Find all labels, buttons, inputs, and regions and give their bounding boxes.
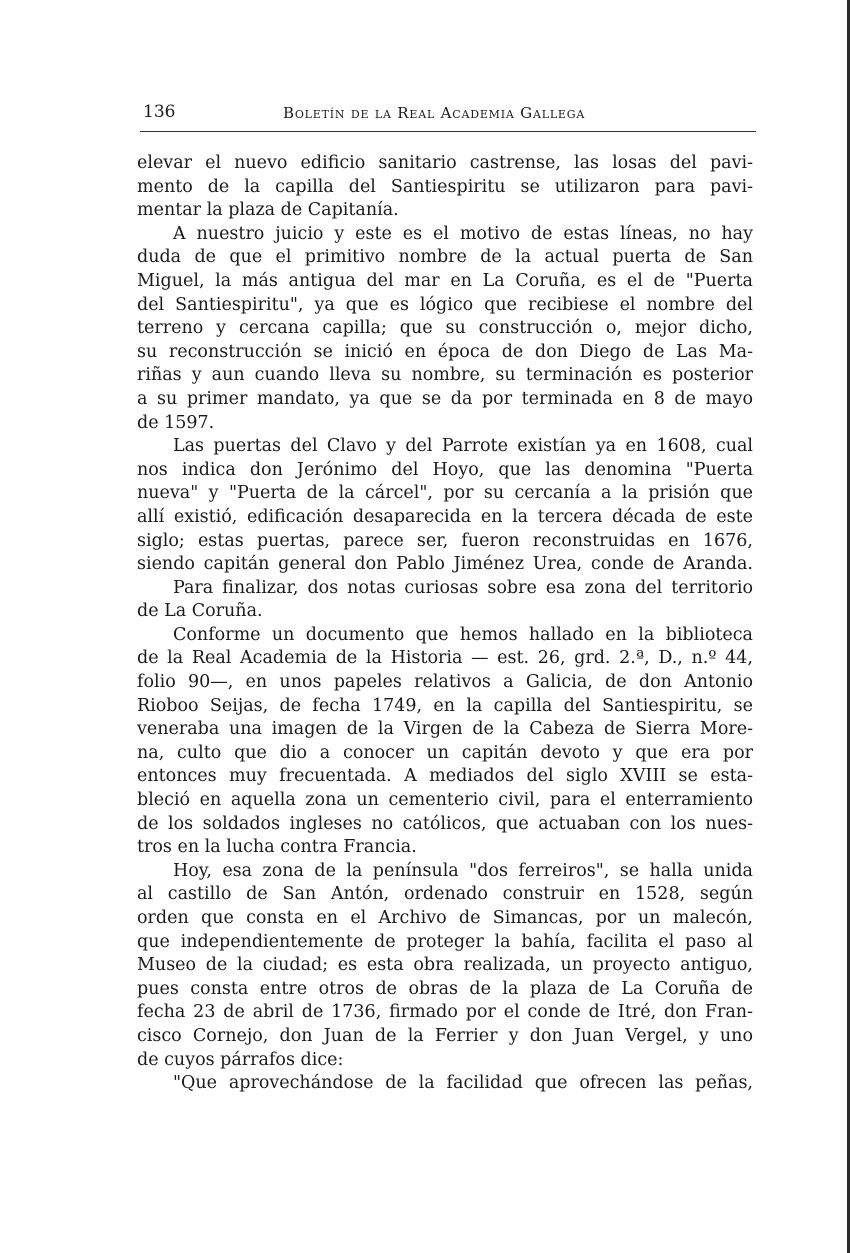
text-line: mento de la capilla del Santiespiritu se utilizaron para pavi- bbox=[137, 176, 753, 197]
text-line: de cuyos párrafos dice: bbox=[137, 1049, 344, 1070]
text-line: nos indica don Jerónimo del Hoyo, que las denomina "Puerta bbox=[137, 459, 753, 480]
text-line: al castillo de San Antón, ordenado construir en 1528, según bbox=[137, 884, 753, 905]
text-line: Hoy, esa zona de la península "dos ferreiros", se halla unida bbox=[173, 860, 753, 881]
text-line: Miguel, la más antigua del mar en La Coruña, es el de "Puerta bbox=[137, 270, 753, 291]
text-line: Las puertas del Clavo y del Parrote existían ya en 1608, cual bbox=[173, 436, 753, 457]
text-line: siendo capitán general don Pablo Jiménez Urea, conde de Aranda. bbox=[137, 554, 753, 575]
text-line: su reconstrucción se inició en época de don Diego de Las Ma- bbox=[137, 341, 753, 362]
text-line: entonces muy frecuentada. A mediados del siglo XVIII se esta- bbox=[137, 766, 753, 787]
page-header bbox=[143, 100, 753, 126]
text-line: cisco Cornejo, don Juan de la Ferrier y don Juan Vergel, y uno bbox=[137, 1025, 753, 1046]
text-line: duda de que el primitivo nombre de la actual puerta de San bbox=[137, 247, 753, 268]
text-line: a su primer mandato, ya que se da por terminada en 8 de mayo bbox=[137, 388, 753, 409]
text-line: terreno y cercana capilla; que su construcción o, mejor dicho, bbox=[137, 318, 753, 339]
page-number: 136 bbox=[143, 102, 176, 122]
header-rule bbox=[140, 131, 756, 132]
text-line: pues consta entre otros de obras de la plaza de La Coruña de bbox=[137, 978, 753, 999]
text-line: Rioboo Seijas, de fecha 1749, en la capilla del Santiespiritu, se bbox=[137, 695, 753, 716]
text-line: allí existió, edificación desaparecida en la tercera década de este bbox=[137, 506, 753, 527]
text-line: folio 90—, en unos papeles relativos a Galicia, de don Antonio bbox=[137, 672, 753, 693]
text-line: de La Coruña. bbox=[137, 601, 263, 622]
text-line: riñas y aun cuando lleva su nombre, su terminación es posterior bbox=[137, 365, 753, 386]
text-line: A nuestro juicio y este es el motivo de estas líneas, no hay bbox=[173, 223, 753, 244]
text-line: siglo; estas puertas, parece ser, fueron reconstruidas en 1676, bbox=[137, 530, 753, 551]
text-line: bleció en aquella zona un cementerio civil, para el enterramiento bbox=[137, 790, 753, 811]
text-line: Conforme un documento que hemos hallado en la biblioteca bbox=[173, 624, 753, 645]
text-line: del Santiespiritu", ya que es lógico que recibiese el nombre del bbox=[137, 294, 753, 315]
text-line: que independientemente de proteger la bahía, facilita el paso al bbox=[137, 931, 753, 952]
text-line: "Que aprovechándose de la facilidad que ofrecen las peñas, bbox=[173, 1073, 753, 1094]
text-line: Museo de la ciudad; es esta obra realizada, un proyecto antiguo, bbox=[137, 955, 753, 976]
text-line: de la Real Academia de la Historia — est. 26, grd. 2.ª, D., n.º 44, bbox=[137, 648, 753, 669]
text-line: mentar la plaza de Capitanía. bbox=[137, 200, 399, 221]
text-line: orden que consta en el Archivo de Simancas, por un malecón, bbox=[137, 908, 753, 928]
text-line: Para finalizar, dos notas curiosas sobre esa zona del territorio bbox=[173, 577, 753, 598]
text-line: de 1597. bbox=[137, 412, 215, 433]
running-title: Boletín de la Real Academia Gallega bbox=[283, 104, 586, 122]
text-line: tros en la lucha contra Francia. bbox=[137, 837, 417, 858]
text-line: nueva" y "Puerta de la cárcel", por su cercanía a la prisión que bbox=[137, 483, 753, 504]
text-line: fecha 23 de abril de 1736, firmado por el conde de Itré, don Fran- bbox=[137, 1002, 753, 1023]
body-text bbox=[137, 152, 753, 1096]
text-line: de los soldados ingleses no católicos, que actuaban con los nues- bbox=[137, 813, 753, 834]
text-line: elevar el nuevo edificio sanitario castrense, las losas del pavi- bbox=[137, 153, 753, 173]
text-line: na, culto que dio a conocer un capitán devoto y que era por bbox=[137, 742, 753, 763]
text-line: veneraba una imagen de la Virgen de la Cabeza de Sierra More- bbox=[137, 719, 753, 740]
